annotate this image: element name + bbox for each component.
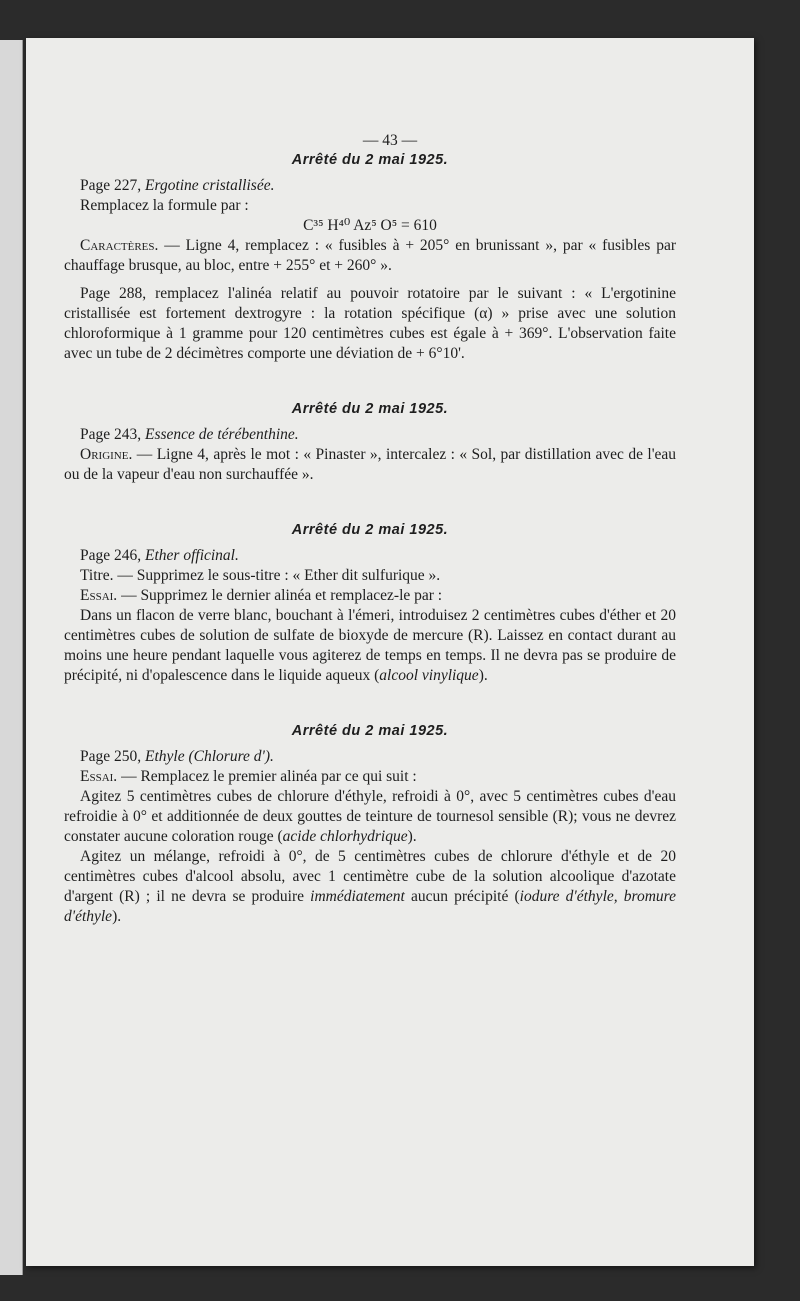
paragraph xyxy=(64,847,676,927)
paragraph xyxy=(64,176,676,196)
paragraph-text: — Ligne 4, après le mot : « Pinaster », intercalez : « Sol, par distillation avec de l'eau ou de la vapeur d'eau non surchauffée ». xyxy=(64,446,676,483)
paragraph-label: Essai. xyxy=(80,768,118,785)
paragraph xyxy=(64,236,676,276)
paragraph-text: aucun précipité ( xyxy=(404,888,520,905)
paragraph xyxy=(64,425,676,445)
section-essence-terebenthine xyxy=(64,399,676,485)
paragraph xyxy=(64,586,676,606)
page-number: — 43 — xyxy=(362,132,418,149)
section-heading: Arrêté du 2 mai 1925. xyxy=(291,401,449,417)
paragraph: Remplacez la formule par : xyxy=(80,197,249,214)
section-ergotine xyxy=(64,150,676,364)
page-reference: Page 243, xyxy=(80,426,146,443)
paragraph-text: Agitez un mélange, refroidi à 0°, de 5 centimètres cubes de chlorure d'éthyle et de 20 centimètres cubes d'alcool absolu, avec 1 centimètre cube de la solution alcoolique d'azotate d'argent (R) ; il ne devra se produire xyxy=(64,848,676,905)
adjacent-page-edge xyxy=(0,40,23,1275)
page-reference: Page 227, xyxy=(80,177,146,194)
section-heading: Arrêté du 2 mai 1925. xyxy=(291,152,449,168)
paragraph xyxy=(64,787,676,847)
section-ethyle-chlorure xyxy=(64,721,676,927)
section-heading: Arrêté du 2 mai 1925. xyxy=(291,522,449,538)
paragraph xyxy=(64,445,676,485)
paragraph-text: — Ligne 4, remplacez : « fusibles à + 205° en brunissant », par « fusibles par chauffage brusque, au bloc, entre + 255° et + 260° ». xyxy=(64,237,676,274)
section-ether-officinal xyxy=(64,520,676,686)
paragraph-text: ). xyxy=(407,828,417,845)
entry-title: Ethyle (Chlorure d'). xyxy=(145,748,274,765)
paragraph-label: Origine. xyxy=(80,446,133,463)
page-reference: Page 246, xyxy=(80,547,146,564)
paragraph-text: ). xyxy=(478,667,488,684)
paragraph-text: — Remplacez le premier alinéa par ce qui suit : xyxy=(117,768,417,785)
paragraph-text: Dans un flacon de verre blanc, bouchant à l'émeri, introduisez 2 centimètres cubes d'éther et 20 centimètres cubes de solution de sulfate de bioxyde de mercure (R). Laissez en contact durant au moins une heure pendant laquelle vous agiterez de temps en temps. Il ne devra pas se produire de précipité, ni d'opalescence dans le liquide aqueux ( xyxy=(64,607,676,684)
paragraph: Titre. — Supprimez le sous-titre : « Ether dit sulfurique ». xyxy=(80,567,441,584)
italic-term: immédiatement xyxy=(310,888,405,905)
paragraph-text: — Supprimez le dernier alinéa et remplacez-le par : xyxy=(117,587,443,604)
document-page xyxy=(26,38,754,1266)
paragraph xyxy=(64,546,676,566)
paragraph: Page 288, remplacez l'alinéa relatif au pouvoir rotatoire par le suivant : « L'ergotinine cristallisée est fortement dextrogyre : la rotation spécifique (α) » prise avec une solution chloroformique à 1 gramme pour 120 centimètres cubes est égale à + 369°. L'observation faite avec un tube de 2 décimètres comporte une déviation de + 6°10'. xyxy=(64,285,676,362)
paragraph-label: Caractères. xyxy=(80,237,159,254)
page-reference: Page 250, xyxy=(80,748,146,765)
italic-term: alcool vinylique xyxy=(379,667,479,684)
page-content xyxy=(64,128,676,962)
section-heading: Arrêté du 2 mai 1925. xyxy=(291,723,449,739)
chemical-formula: C³⁵ H⁴⁰ Az⁵ O⁵ = 610 xyxy=(303,217,437,234)
paragraph xyxy=(64,767,676,787)
paragraph xyxy=(64,747,676,767)
italic-term: acide chlorhydrique xyxy=(282,828,408,845)
paragraph xyxy=(64,606,676,686)
paragraph-text: Agitez 5 centimètres cubes de chlorure d'éthyle, refroidi à 0°, avec 5 centimètres cubes d'eau refroidie à 0° et additionnée de deux gouttes de teinture de tournesol sensible (R); vous ne devrez constater aucune coloration rouge ( xyxy=(64,788,676,845)
entry-title: Essence de térébenthine. xyxy=(145,426,299,443)
paragraph-text: ). xyxy=(112,908,122,925)
entry-title: Ether officinal. xyxy=(145,547,239,564)
entry-title: Ergotine cristallisée. xyxy=(145,177,275,194)
italic-term: iodure d'éthyle, bromure d'éthyle xyxy=(64,888,677,925)
paragraph-label: Essai. xyxy=(80,587,118,604)
